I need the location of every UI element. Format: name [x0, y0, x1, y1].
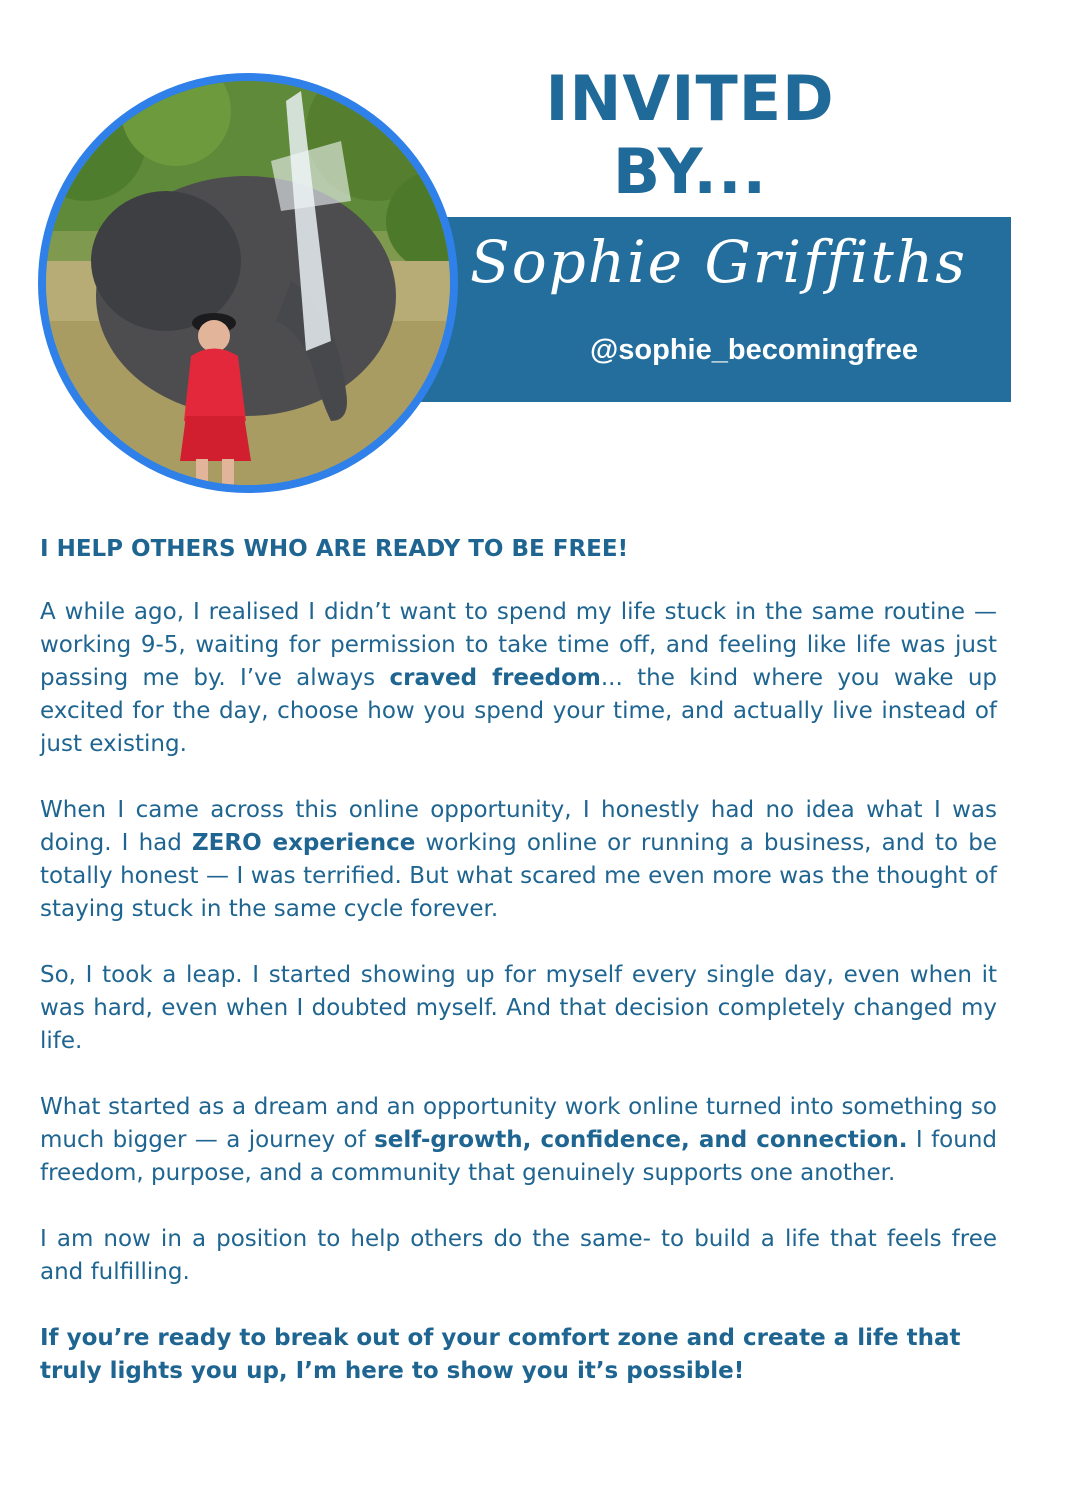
bio-paragraph-3: So, I took a leap. I started showing up for myself every single day, even when it was hard, even when I doubted myself. And that decision completely changed my life.: [40, 962, 997, 1054]
profile-photo-frame: [38, 73, 458, 493]
bio-paragraph-5: I am now in a position to help others do the same- to build a life that feels free and fulfilling.: [40, 1226, 997, 1285]
page-title: INVITED BY...: [545, 62, 835, 208]
text-segment: What started as a dream and an opportunity work online turned into something so much bigger — a journey of: [40, 1094, 997, 1153]
bio-paragraph-1: [40, 596, 997, 761]
text-segment: ... the kind where you wake up excited for the day, choose how you spend your time, and actually live instead of just existing.: [40, 665, 998, 757]
emphasis-text: craved freedom: [389, 665, 601, 691]
social-handle: @sophie_becomingfree: [590, 334, 919, 366]
bio-section: [40, 533, 997, 1388]
signature-name: Sophie Griffiths: [470, 228, 967, 296]
closing-call-to-action: If you’re ready to break out of your comfort zone and create a life that truly lights you up, I’m here to show you it’s possible!: [40, 1325, 961, 1384]
bio-heading: I HELP OTHERS WHO ARE READY TO BE FREE!: [40, 536, 629, 562]
emphasis-text: self-growth, confidence, and connection.: [374, 1127, 908, 1153]
bio-paragraph-2: [40, 794, 997, 926]
text-segment: A while ago, I realised I didn’t want to spend my life stuck in the same routine — working 9-5, waiting for permission to take time off, and feeling like life was just passing me by. I’ve always: [40, 599, 997, 691]
elephant-photo-illustration: [46, 81, 450, 485]
text-segment: I found freedom, purpose, and a community that genuinely supports one another.: [40, 1127, 998, 1186]
text-segment: working online or running a business, and to be totally honest — I was terrified. But what scared me even more was the thought of staying stuck in the same cycle forever.: [40, 830, 997, 922]
bio-paragraph-4: [40, 1091, 997, 1190]
emphasis-text: ZERO experience: [192, 830, 416, 856]
text-segment: When I came across this online opportunity, I honestly had no idea what I was doing. I had: [40, 797, 997, 856]
profile-photo: [46, 81, 450, 485]
